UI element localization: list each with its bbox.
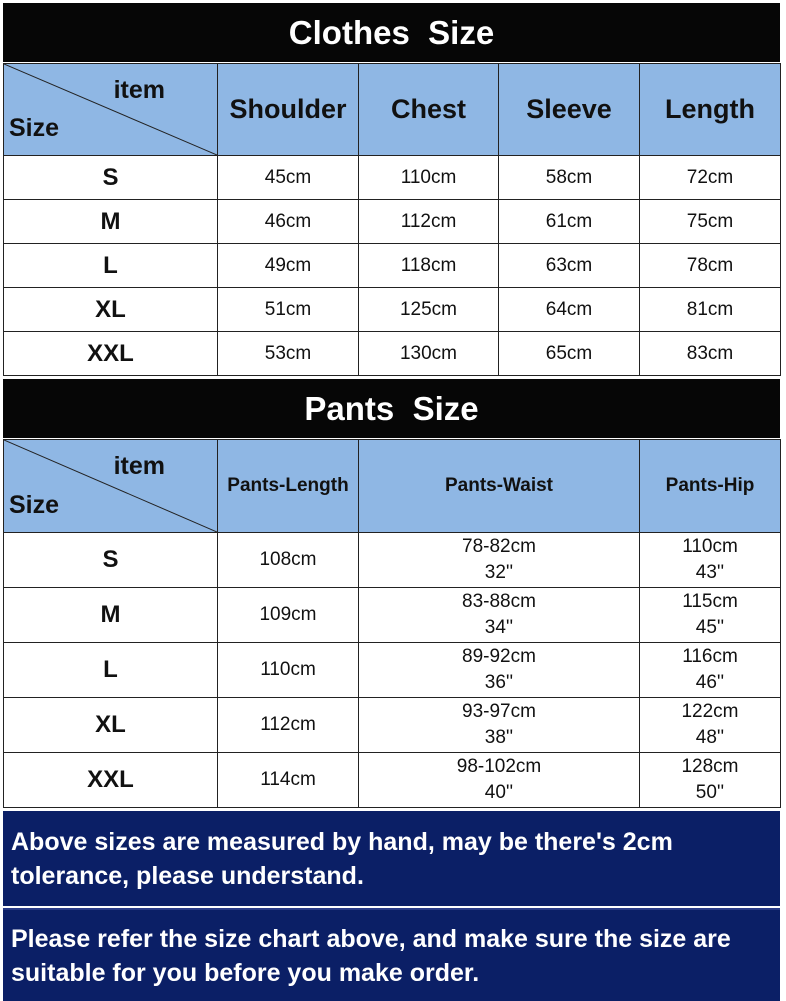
hip-cm: 128cm [681,756,739,777]
size-label: S [4,156,218,200]
header-pants-length: Pants-Length [218,440,359,533]
length-value: 78cm [640,244,781,288]
size-label: XL [4,288,218,332]
table-row [4,588,781,643]
pants-hip-value [640,588,781,643]
hip-cm: 116cm [682,646,738,667]
size-label: XXL [4,753,218,808]
header-shoulder: Shoulder [218,64,359,156]
clothes-size-table [3,63,781,376]
length-value: 81cm [640,288,781,332]
pants-length-value: 114cm [218,753,359,808]
advice-note-text: Please refer the size chart above, and make sure the size are suitable for you before you make order. [11,924,731,987]
sleeve-value: 64cm [499,288,640,332]
table-row [4,156,781,200]
chest-value: 110cm [359,156,499,200]
pants-waist-value [359,643,640,698]
size-label: S [4,533,218,588]
pants-waist-value [359,698,640,753]
pants-waist-value [359,753,640,808]
pants-hip-value [640,643,781,698]
tolerance-note [3,811,780,906]
shoulder-value: 49cm [218,244,359,288]
sleeve-value: 63cm [499,244,640,288]
length-value: 72cm [640,156,781,200]
size-label: L [4,244,218,288]
clothes-header-row [4,64,781,156]
pants-size-table [3,439,781,808]
corner-size-label: Size [9,491,60,519]
table-row [4,200,781,244]
waist-inch: 32'' [484,562,514,583]
pants-length-value: 108cm [218,533,359,588]
pants-corner-cell [4,440,218,533]
shoulder-value: 51cm [218,288,359,332]
pants-waist-value [359,533,640,588]
waist-inch: 34'' [484,617,514,638]
shoulder-value: 45cm [218,156,359,200]
table-row [4,332,781,376]
header-length: Length [640,64,781,156]
size-label: L [4,643,218,698]
advice-note [3,908,780,1001]
chest-value: 130cm [359,332,499,376]
table-row [4,698,781,753]
waist-cm: 93-97cm [462,701,536,722]
chest-value: 118cm [359,244,499,288]
length-value: 75cm [640,200,781,244]
size-label: XL [4,698,218,753]
sleeve-value: 61cm [499,200,640,244]
hip-cm: 122cm [681,701,739,722]
hip-inch: 43'' [695,562,725,583]
size-label: XXL [4,332,218,376]
waist-inch: 38'' [484,727,514,748]
hip-cm: 110cm [682,536,738,557]
header-sleeve: Sleeve [499,64,640,156]
corner-size-label: Size [9,114,60,142]
table-row [4,753,781,808]
clothes-corner-cell [4,64,218,156]
size-label: M [4,200,218,244]
hip-cm: 115cm [682,591,738,612]
pants-hip-value [640,533,781,588]
pants-header-row [4,440,781,533]
pants-size-title: Pants Size [3,379,780,438]
hip-inch: 46'' [695,672,725,693]
length-value: 83cm [640,332,781,376]
waist-inch: 40'' [484,782,514,803]
waist-inch: 36'' [484,672,514,693]
pants-hip-value [640,698,781,753]
table-row [4,533,781,588]
size-label: M [4,588,218,643]
table-row [4,643,781,698]
shoulder-value: 46cm [218,200,359,244]
corner-item-label: item [113,76,165,104]
sleeve-value: 65cm [499,332,640,376]
corner-item-label: item [113,452,165,480]
waist-cm: 89-92cm [462,646,536,667]
hip-inch: 50'' [695,782,725,803]
table-row [4,244,781,288]
pants-waist-value [359,588,640,643]
hip-inch: 45'' [695,617,725,638]
shoulder-value: 53cm [218,332,359,376]
table-row [4,288,781,332]
sleeve-value: 58cm [499,156,640,200]
pants-length-value: 109cm [218,588,359,643]
pants-length-value: 110cm [218,643,359,698]
chest-value: 112cm [359,200,499,244]
chest-value: 125cm [359,288,499,332]
clothes-size-title: Clothes Size [3,3,780,62]
header-pants-waist: Pants-Waist [359,440,640,533]
header-pants-hip: Pants-Hip [640,440,781,533]
header-chest: Chest [359,64,499,156]
tolerance-note-text: Above sizes are measured by hand, may be there's 2cm tolerance, please understand. [11,827,673,890]
waist-cm: 98-102cm [456,756,542,777]
waist-cm: 83-88cm [462,591,536,612]
waist-cm: 78-82cm [462,536,536,557]
pants-length-value: 112cm [218,698,359,753]
hip-inch: 48'' [695,727,725,748]
pants-hip-value [640,753,781,808]
